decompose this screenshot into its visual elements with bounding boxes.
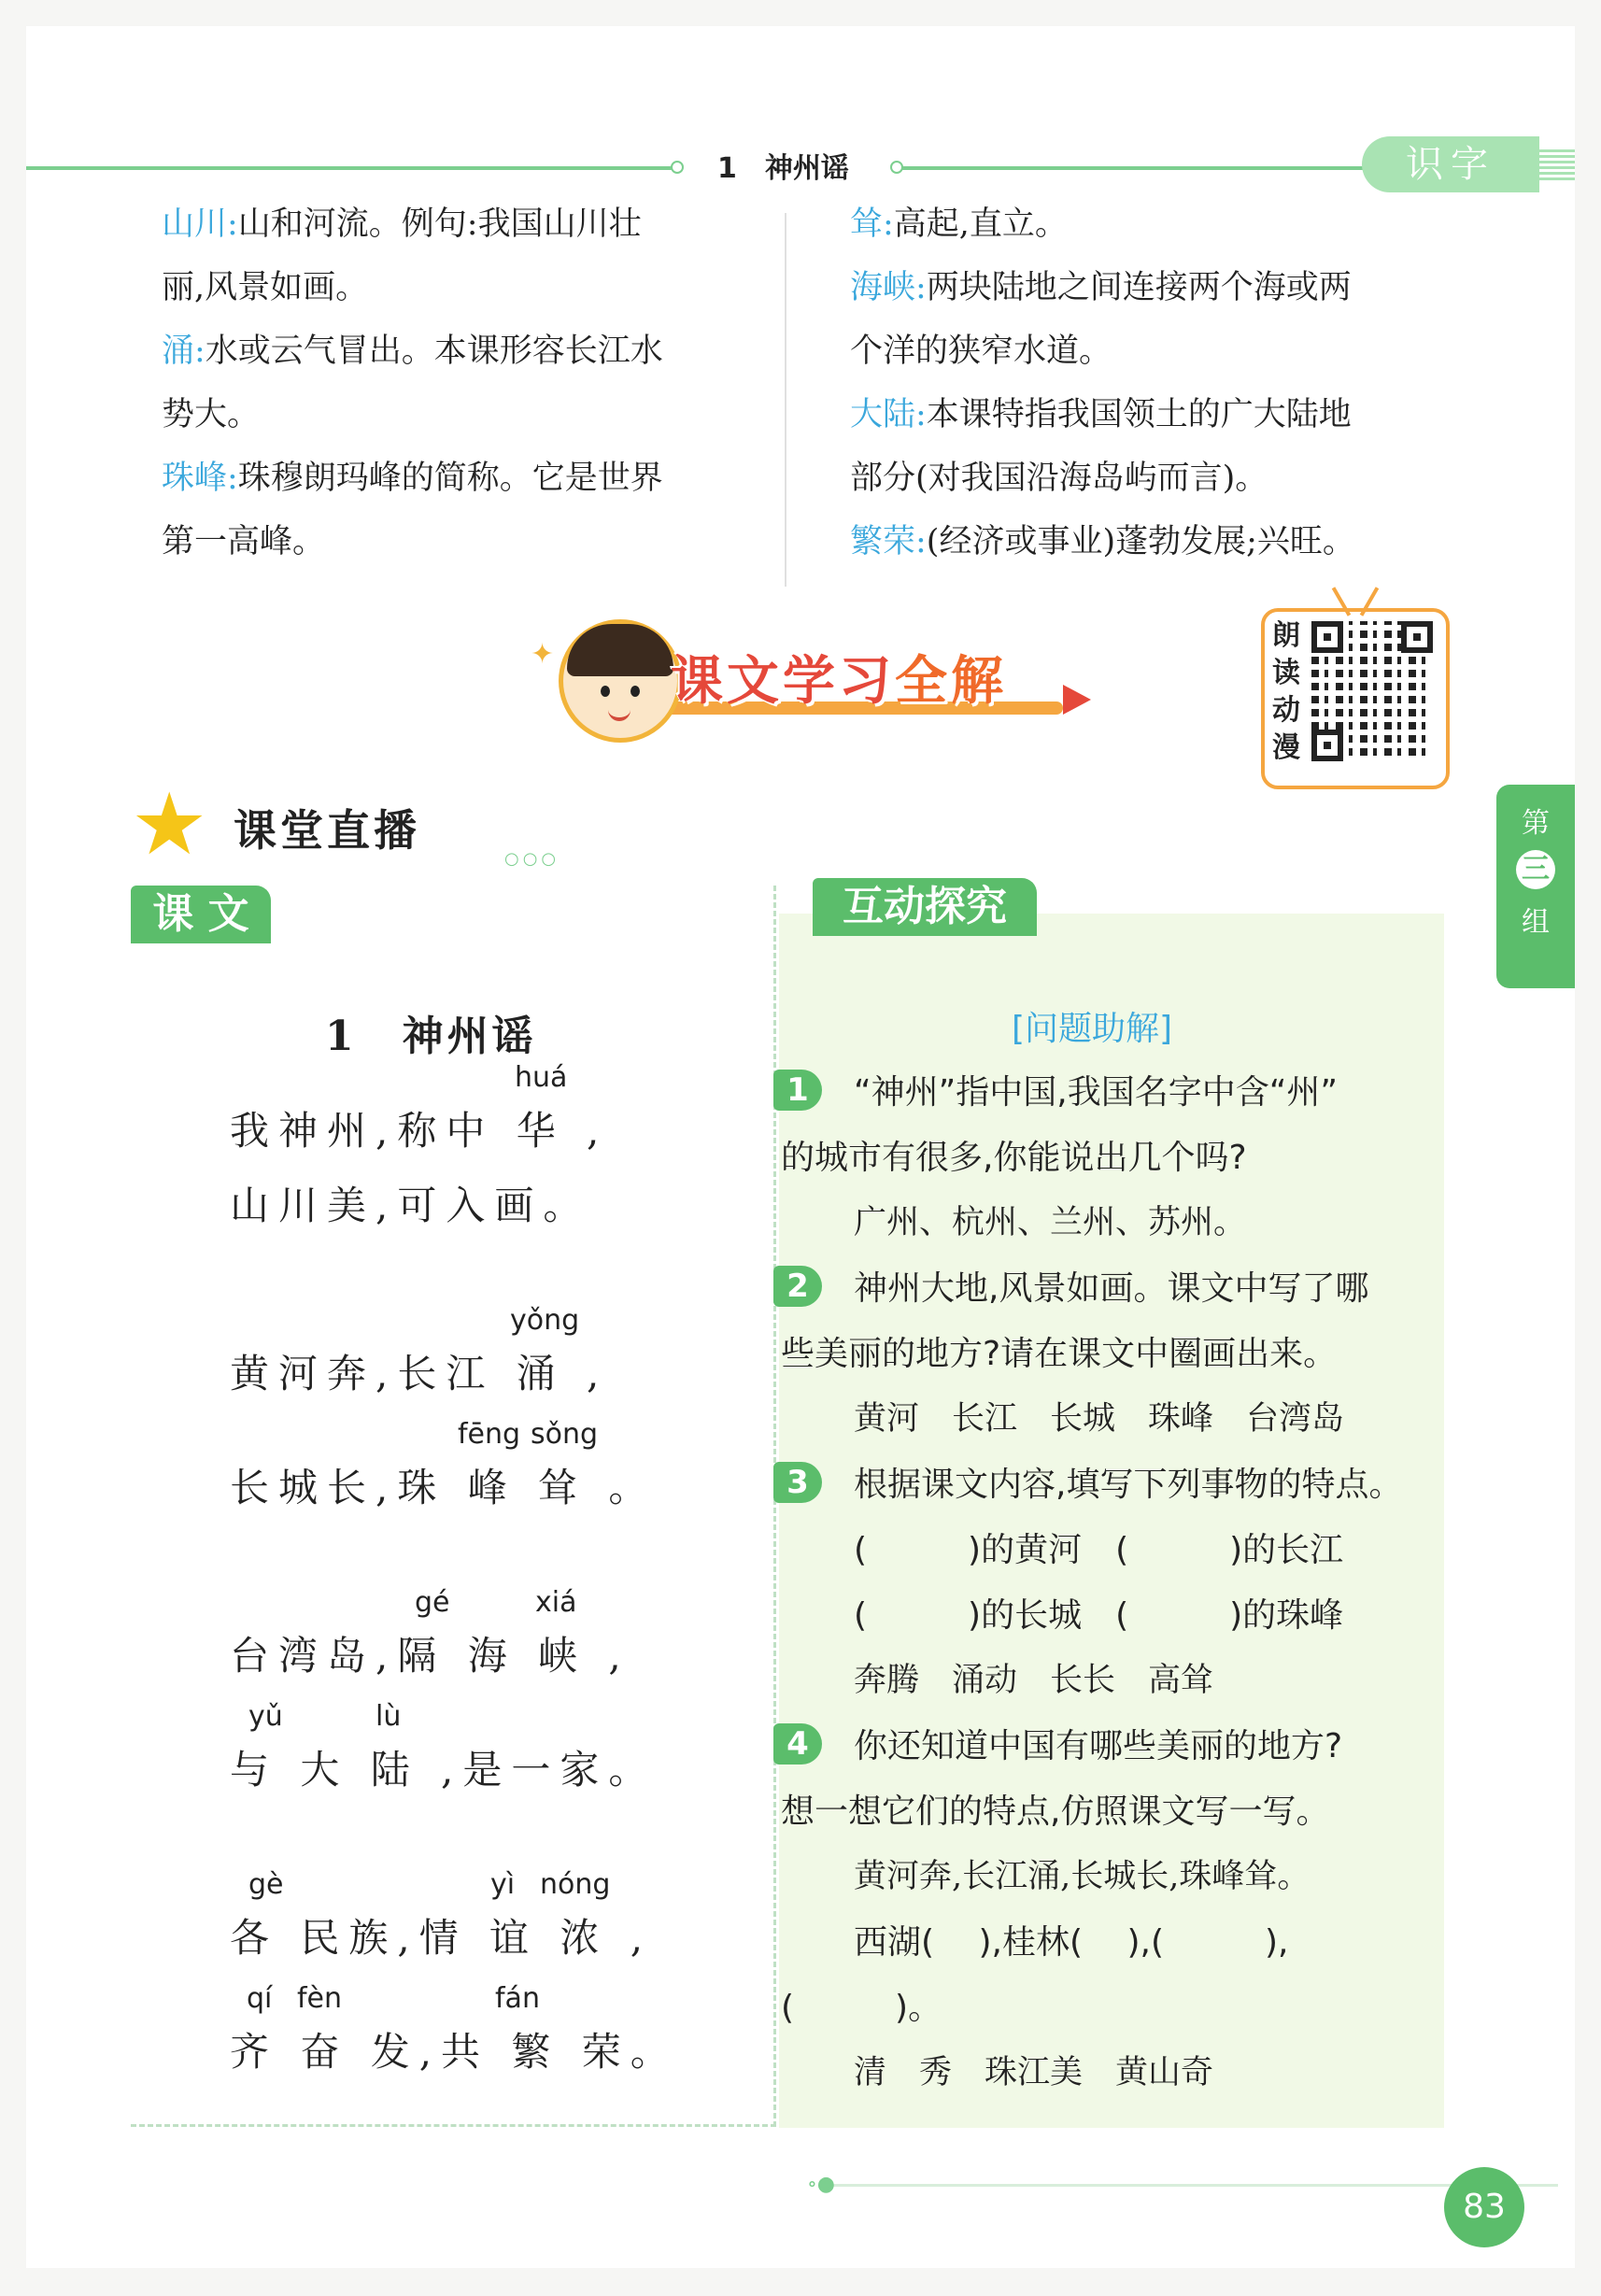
glossary-def: 山和河流。例句:我国山川壮 [237,206,642,243]
pinyin: gé [415,1586,450,1619]
question-text: 你还知道中国有哪些美丽的地方? [854,1727,1343,1765]
glossary-left [162,192,778,574]
tab-lesson-text: 课 文 [131,886,271,943]
question-text: 的城市有很多,你能说出几个吗? [781,1139,1247,1177]
tab-interactive-explore: 互动探究 [813,878,1037,936]
question-number-badge: 1 [773,1070,822,1111]
pinyin: gè [248,1868,284,1901]
answer-text: 广州、杭州、兰州、苏州。 [854,1204,1247,1241]
banner-arrow-icon [1063,685,1091,715]
qr-finder [1311,730,1343,761]
section-tag: 识字 [1362,136,1539,192]
section-heading [131,774,560,874]
answer-text: 清 秀 珠江美 黄山奇 [854,2054,1214,2091]
glossary-def: 两块陆地之间连接两个海或两 [926,269,1352,306]
avatar-eye [630,686,640,697]
qr-finder [1401,621,1433,653]
example-text: 黄河奔,长江涌,长城长,珠峰耸。 [854,1858,1311,1895]
qr-label-char: 动 [1272,694,1300,727]
glossary-term: 山川: [162,206,238,243]
question-number-badge: 2 [773,1266,822,1307]
glossary-def: 个洋的狭窄水道。 [850,333,1112,370]
glossary-entry [850,383,1485,446]
dots-decoration: ○○○ [504,849,560,869]
question-text: 神州大地,风景如画。课文中写了哪 [854,1269,1369,1308]
header-rule-left [26,166,673,170]
glossary-entry [162,446,778,510]
page-number: 83 [1444,2167,1524,2247]
qr-label [1272,617,1306,767]
pinyin: fán [495,1982,540,2015]
poem-line: 与 大 陆 ,是一家。 [230,1747,658,1793]
smiling-star-icon: ★ [131,774,208,874]
pinyin: yǒng [510,1304,580,1337]
poem-line: 长城长,珠 峰 耸 。 [230,1465,658,1510]
avatar-hair [567,624,673,676]
unit-side-tab [1496,785,1575,988]
banner-title [671,640,1007,715]
qr-code-card[interactable] [1261,608,1450,789]
glossary-entry [850,192,1485,256]
qr-label-char: 读 [1272,657,1300,689]
poem-line: 齐 奋 发,共 繁 荣。 [230,2029,679,2075]
poem-line: 各 民族,情 谊 浓 , [230,1915,653,1961]
pinyin: fèn [297,1982,343,2015]
glossary-entry [162,192,778,256]
glossary-def: (经济或事业)蓬勃发展;兴旺。 [926,523,1355,560]
qr-code-icon[interactable] [1311,621,1433,761]
glossary-term: 繁荣: [850,523,927,560]
question-text: 想一想它们的特点,仿照课文写一写。 [781,1793,1330,1831]
glossary-term: 涌: [162,333,205,370]
poem-line: 我神州,称中 华 , [230,1108,609,1154]
section-title: 课堂直播 [234,805,420,856]
page [26,26,1575,2268]
pinyin: xiá [535,1586,577,1619]
tv-antenna-icon [1332,587,1351,616]
pinyin: lù [375,1700,402,1733]
pinyin: yì [490,1868,516,1901]
glossary-divider [785,213,786,587]
side-tab-text: 组 [1522,906,1550,939]
glossary-right [850,192,1485,574]
qr-finder [1311,621,1343,653]
poem-line: 黄河奔,长江 涌 , [230,1351,609,1396]
header-rule-dot [671,161,684,174]
tv-antenna-icon [1360,587,1379,616]
question-number-badge: 4 [773,1723,822,1765]
glossary-term: 海峡: [850,269,927,306]
sparkle-icon: ✦ [531,638,555,671]
fill-blank-line: ( )。 [781,1989,942,2027]
header-stripe [1539,149,1575,183]
question-text: “神州”指中国,我国名字中含“州” [854,1073,1339,1112]
fill-blank-line: ( )的黄河 ( )的长江 [854,1531,1344,1569]
glossary-term: 大陆: [850,396,927,433]
glossary-def: 丽,风景如画。 [162,269,369,306]
banner-title-b: 全解 [895,651,1007,712]
pinyin: fēng [458,1418,521,1451]
lesson-banner [531,610,1128,750]
footer-dots: ∘● [807,2173,835,2196]
qr-label-char: 朗 [1272,619,1300,652]
unit-number: 三 [1516,850,1555,889]
pinyin: huá [515,1061,568,1094]
glossary-entry [850,510,1485,574]
pinyin: yǔ [248,1700,283,1733]
avatar-mouth [608,708,630,721]
pinyin: sǒng [531,1418,599,1451]
glossary-def: 势大。 [162,396,261,433]
banner-title-a: 课文学习 [671,651,895,712]
glossary-def: 部分(对我国沿海岛屿而言)。 [850,460,1268,497]
avatar-eye [601,686,610,697]
poem-line: 台湾岛,隔 海 峡 , [230,1633,630,1679]
question-text: 根据课文内容,填写下列事物的特点。 [854,1466,1403,1504]
fill-blank-line: 西湖( ),桂林( ),( ), [854,1923,1289,1962]
glossary-entry [850,256,1485,319]
answer-text: 奔腾 涌动 长长 高耸 [854,1662,1214,1699]
girl-avatar [559,619,682,743]
answer-text: 黄河 长江 长城 珠峰 台湾岛 [854,1400,1345,1438]
glossary-def: 珠穆朗玛峰的简称。它是世界 [237,460,663,497]
glossary-def: 第一高峰。 [162,523,326,560]
pinyin: qí [247,1982,273,2015]
glossary-term: 珠峰: [162,460,238,497]
glossary-def: 本课特指我国领土的广大陆地 [926,396,1352,433]
glossary-entry [162,319,778,383]
question-text: 些美丽的地方?请在课文中圈画出来。 [781,1335,1338,1373]
header-rule-right [901,166,1368,170]
question-number-badge: 3 [773,1462,822,1503]
qr-label-char: 漫 [1272,731,1300,764]
question-help-heading: [问题助解] [1012,1010,1173,1048]
side-tab-text: 第 [1522,807,1550,840]
pinyin: nóng [540,1868,611,1901]
poem-line: 山川美,可入画。 [230,1183,592,1228]
glossary-term: 耸: [850,206,894,243]
fill-blank-line: ( )的长城 ( )的珠峰 [854,1596,1344,1635]
page-header-title: 1 神州谣 [717,152,849,185]
glossary-def: 高起,直立。 [893,206,1068,243]
glossary-def: 水或云气冒出。本课形容长江水 [205,333,663,370]
poem-title: 1 神州谣 [325,1013,537,1060]
